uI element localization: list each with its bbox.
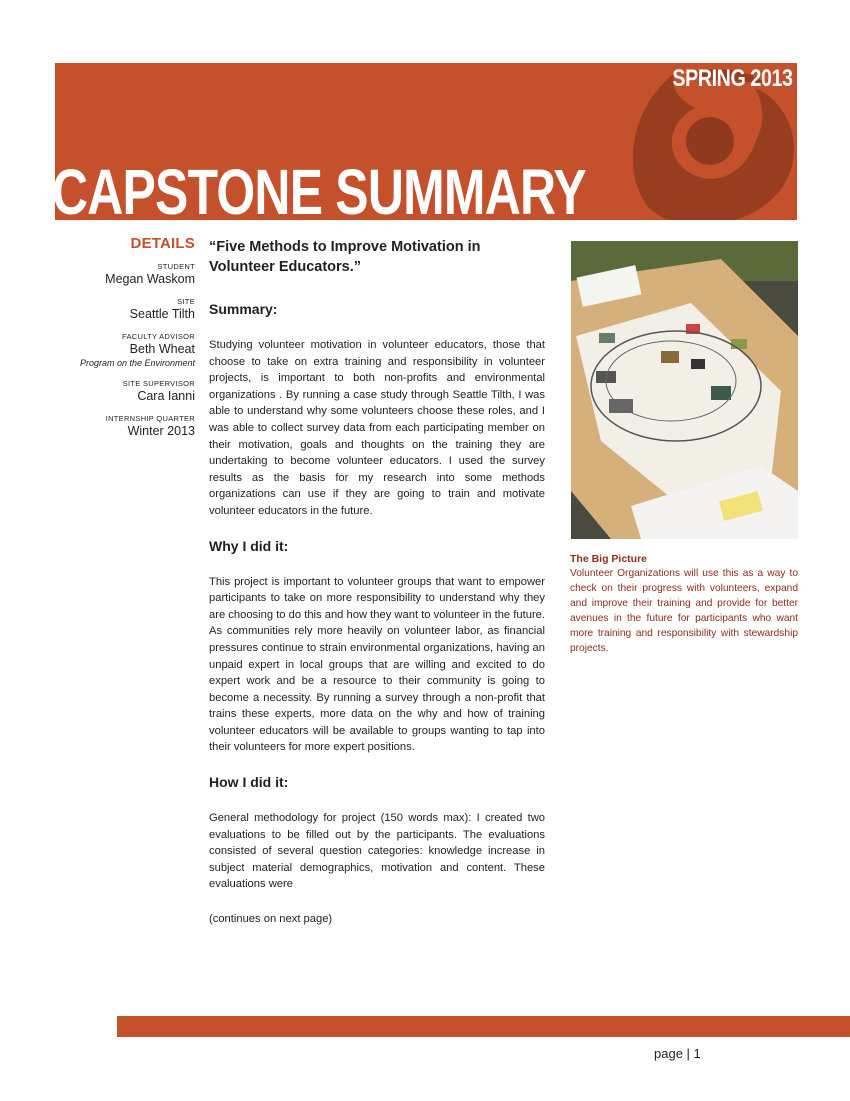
- site-supervisor-value: Cara Ianni: [137, 389, 195, 403]
- faculty-advisor-program: Program on the Environment: [79, 358, 195, 368]
- internship-quarter-label: INTERNSHIP QUARTER: [105, 414, 195, 423]
- student-label: STUDENT: [157, 262, 195, 271]
- page-number: page | 1: [654, 1046, 701, 1061]
- how-body: General methodology for project (150 words max): I created two evaluations to be filled out by the participants. The evaluations consisted of several question categories: knowledge increase in subject material demographics, motivation and content. These evaluations were: [209, 812, 545, 891]
- faculty-advisor-label: FACULTY ADVISOR: [122, 332, 195, 341]
- page-title: CAPSTONE SUMMARY: [52, 156, 586, 228]
- why-body: This project is important to volunteer groups that want to empower participants to take on more responsibility to understand why they are choosing to do this and how they want to volunteer in the future. As communities rely more heavily on volunteer labor, as financial pressures continue to strain environmental organizations, having an unpaid expert in local groups that are willing and excited to do expert work and be a resource to their community is going to become a necessity. By running a survey through a non-profit that trains these experts, more data on the why and how of training volunteer educators will be available to groups wanting to tap into their volunteers for more expert positions.: [209, 575, 545, 754]
- project-title: “Five Methods to Improve Motivation in Volunteer Educators.”: [209, 239, 481, 275]
- caption-title: The Big Picture: [570, 553, 648, 565]
- how-heading: How I did it:: [209, 774, 289, 791]
- main-content: [209, 237, 545, 946]
- caption-text: Volunteer Organizations will use this as a way to check on their progress with volunteers, expand and improve their training and provide for better avenues in the future for participants who want more training and responsibility with stewardship projects.: [570, 568, 798, 654]
- student-value: Megan Waskom: [105, 272, 195, 286]
- site-value: Seattle Tilth: [129, 307, 195, 321]
- details-panel: [55, 235, 195, 449]
- big-picture-photo: [571, 241, 798, 539]
- site-label: SITE: [177, 297, 195, 306]
- continues-note: (continues on next page): [209, 913, 333, 926]
- photo-caption: [570, 552, 798, 656]
- site-supervisor-label: SITE SUPERVISOR: [122, 379, 195, 388]
- photo-illustration: [571, 241, 798, 539]
- footer-bar: [117, 1016, 850, 1037]
- summary-heading: Summary:: [209, 301, 278, 317]
- why-heading: Why I did it:: [209, 537, 289, 554]
- faculty-advisor-value: Beth Wheat: [129, 342, 195, 356]
- season-label: SPRING 2013: [672, 65, 793, 92]
- details-heading: DETAILS: [130, 235, 195, 252]
- internship-quarter-value: Winter 2013: [127, 424, 195, 438]
- summary-body: Studying volunteer motivation in volunteer educators, those that choose to take on extra training and responsibility in volunteer projects, is important to both non-profits and environmental organizations . By running a case study through Seattle Tilth, I was able to understand why some volunteers choose these roles, and I was able to collect survey data from each participating member on their motivation, goals and thoughts on the training they are undertaking to become volunteer educators. I used the survey results as the basis for my research into some methods organizations can use if they are going to train and motivate volunteer educators in the future.: [209, 339, 545, 517]
